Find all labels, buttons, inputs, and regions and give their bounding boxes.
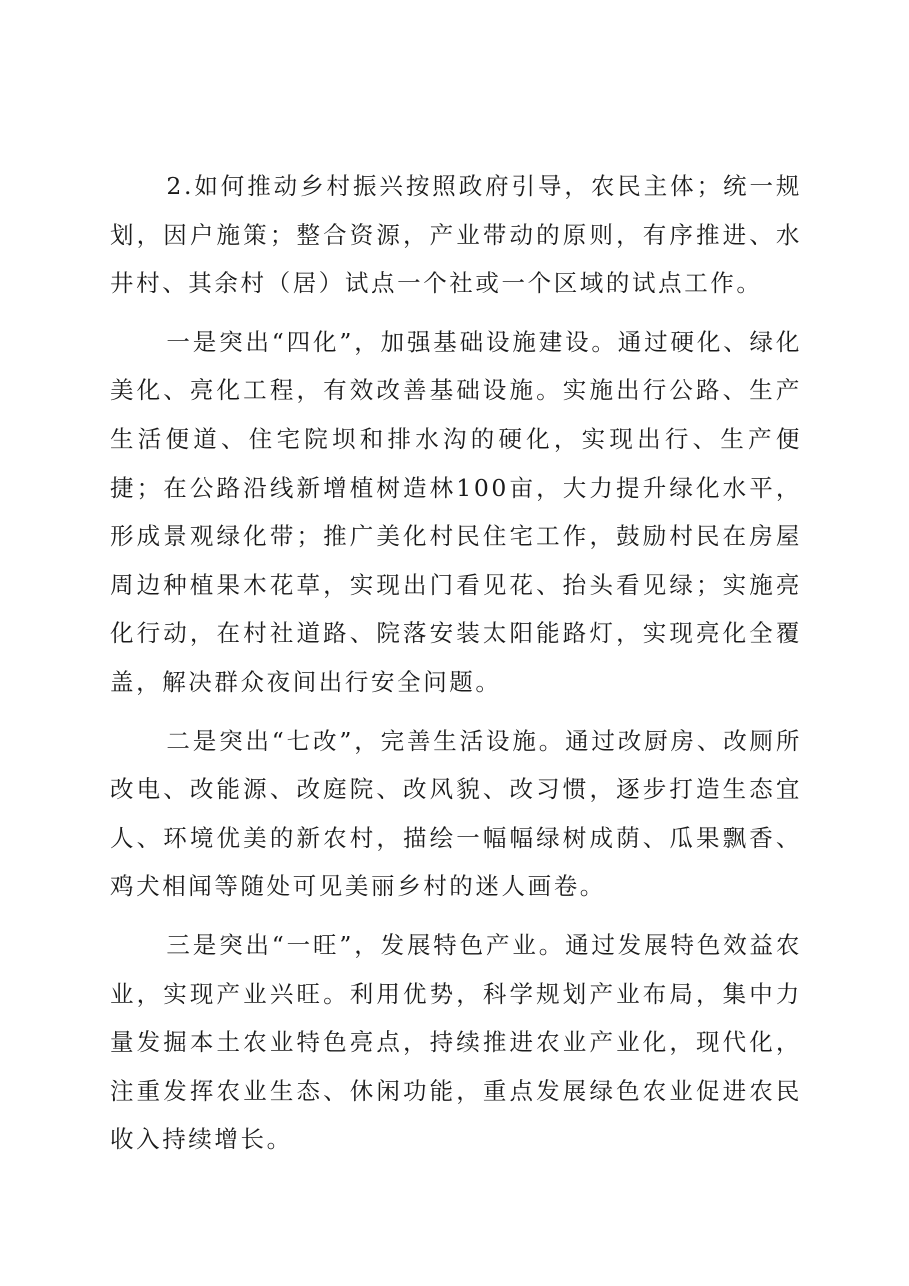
paragraph-four-modernizations: 一是突出“四化”，加强基础设施建设。通过硬化、绿化美化、亮化工程，有效改善基础设施。实施出行公路、生产生活便道、住宅院坝和排水沟的硬化，实现出行、生产便捷；在公路沿线新增植树造林100亩，大力提升绿化水平，形成景观绿化带；推广美化村民住宅工作，鼓励村民在房屋周边种植果木花草，实现出门看见花、抬头看见绿；实施亮化行动，在村社道路、院落安装太阳能路灯，实现亮化全覆盖，解决群众夜间出行安全问题。: [110, 327, 802, 696]
document-body: [110, 162, 802, 1174]
paragraph-intro: 2.如何推动乡村振兴按照政府引导，农民主体；统一规划，因户施策；整合资源，产业带动的原则，有序推进、水井村、其余村（居）试点一个社或一个区域的试点工作。: [110, 172, 802, 298]
paragraph-seven-reforms: 二是突出“七改”，完善生活设施。通过改厨房、改厕所改电、改能源、改庭院、改风貌、改习惯，逐步打造生态宜人、环境优美的新农村，描绘一幅幅绿树成荫、瓜果飘香、鸡犬相闻等随处可见美丽乡村的迷人画卷。: [110, 726, 802, 901]
paragraph-industry-prosperity: 三是突出“一旺”，发展特色产业。通过发展特色效益农业，实现产业兴旺。利用优势，科学规划产业布局，集中力量发掘本土农业特色亮点，持续推进农业产业化，现代化，注重发挥农业生态、休闲功能，重点发展绿色农业促进农民收入持续增长。: [110, 930, 802, 1154]
